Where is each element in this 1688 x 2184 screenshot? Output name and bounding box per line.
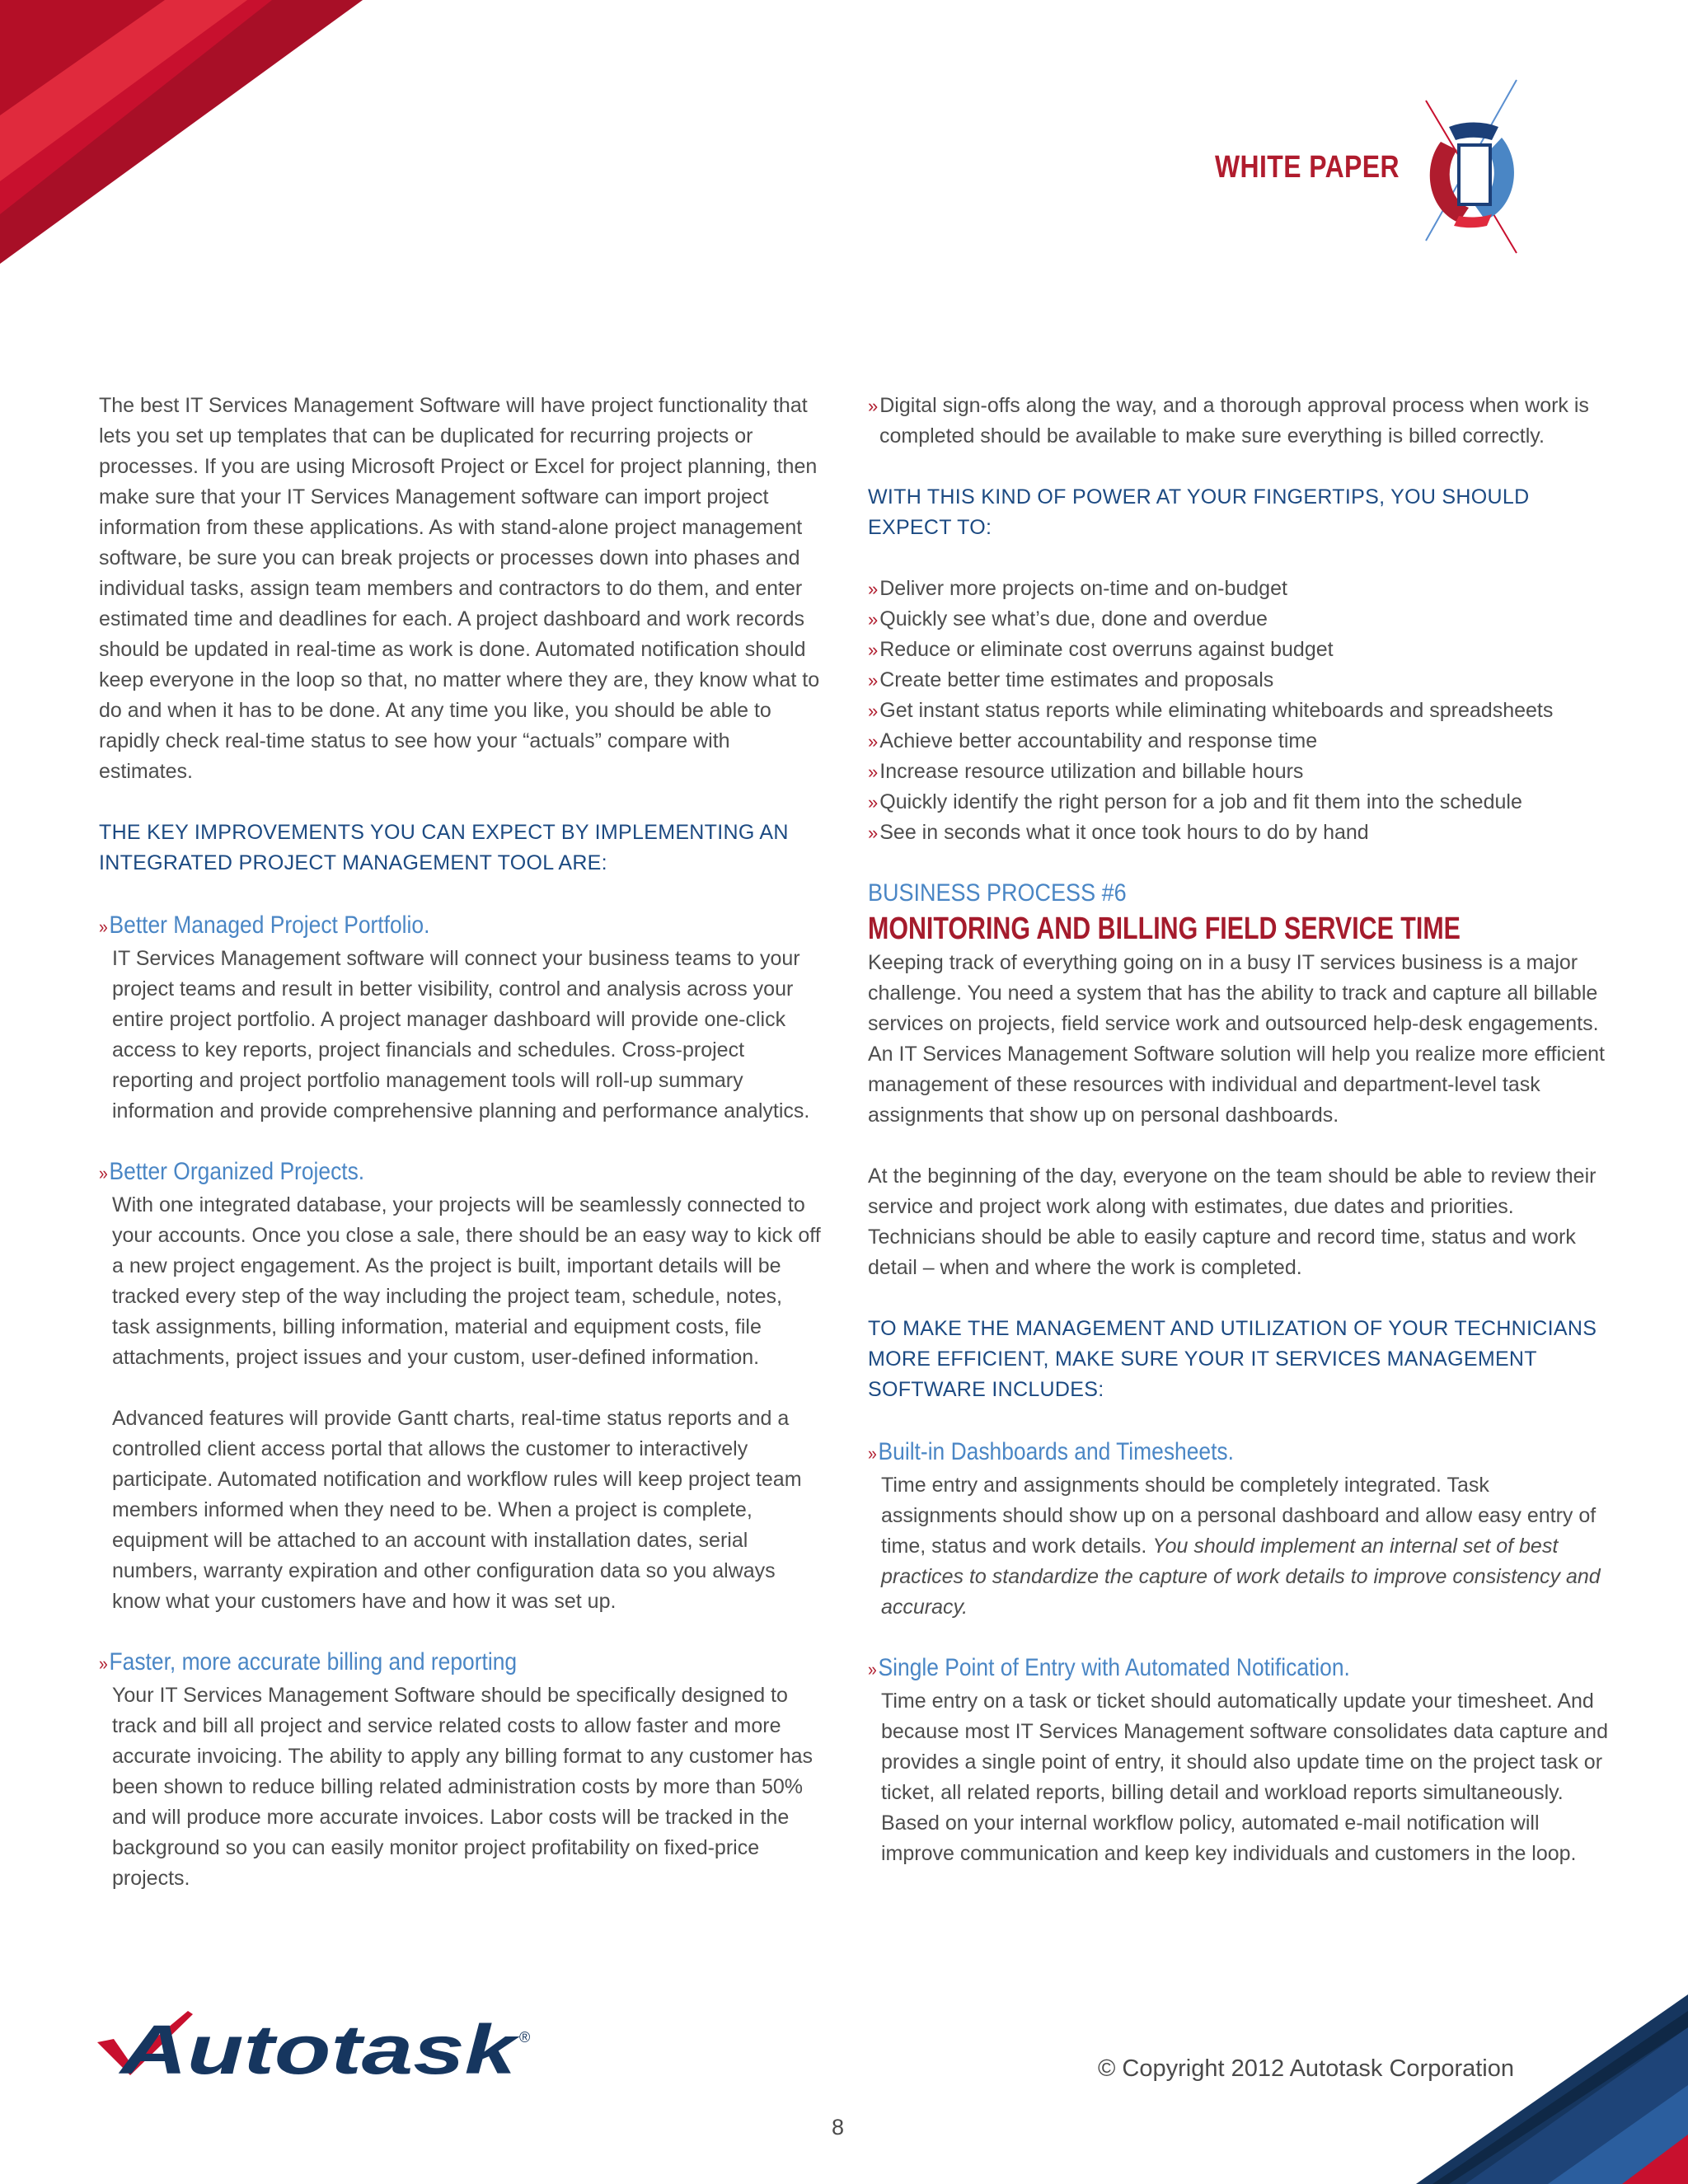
item-body-billing-reporting: Your IT Services Management Software should be specifically designed to track and bill all project and service related costs to allow faster and more accurate invoicing. The ability to apply any billing format to any customer has been shown to reduce billing related administration costs by more than 50% and will produce more accurate invoices. Labor costs will be tracked in the background so you can easily monitor project profitability on fixed-price projects. xyxy=(112,1684,813,1890)
list-item: »Deliver more projects on-time and on-budget xyxy=(868,577,1287,600)
bottom-right-corner-decoration xyxy=(1416,1994,1688,2184)
bullet-chevron-icon: » xyxy=(868,670,879,691)
item-title-single-point-entry: »Single Point of Entry with Automated Notification. xyxy=(868,1654,1350,1681)
right-column xyxy=(868,391,1610,1869)
white-paper-emblem-icon xyxy=(1409,76,1533,257)
bullet-chevron-icon: » xyxy=(868,701,879,721)
item-title-billing-reporting: »Faster, more accurate billing and reporting xyxy=(99,1648,518,1675)
page-number: 8 xyxy=(832,2115,845,2139)
list-item: »Increase resource utilization and billable hours xyxy=(868,760,1304,783)
intro-paragraph: The best IT Services Management Software will have project functionality that lets you set up templates that can be duplicated for recurring projects or processes. If you are using Microsoft Project or Excel for project planning, then make sure that your IT Services Management software can import project information from these applications. As with stand-alone project management software, be sure you can break projects or processes down into phases and individual tasks, assign team members and contractors to do them, and enter estimated time and deadlines for each. A project dashboard and work records should be updated in real-time as work is done. Automated notification should keep everyone in the loop so that, no matter where they are, they know what to do and when it has to be done. At any time you like, you should be able to rapidly check real-time status to see how your “actuals” compare with estimates. xyxy=(99,394,820,783)
item-body-organized-projects-2: Advanced features will provide Gantt charts, real-time status reports and a controlled client access portal that allows the customer to interactively participate. Automated notification and workflow rules will keep project team members informed when they need to be. When a project is complete, equipment will be attached to an account with installation dates, serial numbers, warranty expiration and other configuration data so you always know what your customers have and how it was set up. xyxy=(112,1407,802,1613)
list-item: »See in seconds what it once took hours to do by hand xyxy=(868,821,1369,844)
item-title-project-portfolio: »Better Managed Project Portfolio. xyxy=(99,912,430,939)
field-service-paragraph-2: At the beginning of the day, everyone on the team should be able to review their service and project work along with estimates, due dates and priorities. Technicians should be able to easily capture and record time, status and work detail – when and where the work is completed. xyxy=(868,1165,1597,1279)
left-column xyxy=(99,391,824,1894)
white-paper-label: WHITE PAPER xyxy=(1215,150,1400,185)
section-title: MONITORING AND BILLING FIELD SERVICE TIME xyxy=(868,912,1461,946)
bullet-chevron-icon: » xyxy=(868,1659,877,1680)
bullet-chevron-icon: » xyxy=(868,1443,877,1464)
bullet-chevron-icon: » xyxy=(868,762,879,782)
technicians-heading: TO MAKE THE MANAGEMENT AND UTILIZATION OF YOUR TECHNICIANS MORE EFFICIENT, MAKE SURE YOUR IT SERVICES MANAGEMENT SOFTWARE INCLUDES: xyxy=(868,1317,1597,1401)
list-item: »Create better time estimates and proposals xyxy=(868,668,1274,691)
list-item: »Achieve better accountability and response time xyxy=(868,729,1318,752)
list-item: »Reduce or eliminate cost overruns against budget xyxy=(868,638,1334,661)
list-item: »Get instant status reports while eliminating whiteboards and spreadsheets xyxy=(868,699,1554,722)
autotask-logo xyxy=(97,2009,534,2083)
bullet-chevron-icon: » xyxy=(868,640,879,660)
expect-bullet-list xyxy=(868,574,1610,848)
bullet-chevron-icon: » xyxy=(99,1653,108,1674)
brand-wordmark: Autotask xyxy=(118,2011,521,2083)
item-body-single-point-entry: Time entry on a task or ticket should automatically update your timesheet. And because most IT Services Management software consolidates data capture and provides a single point of entry, it should also update time on the project task or ticket, all related reports, billing detail and workload reports simultaneously. Based on your internal workflow policy, automated e-mail notification will improve communication and keep key individuals and customers in the loop. xyxy=(881,1690,1608,1865)
list-item: »Quickly see what’s due, done and overdue xyxy=(868,607,1268,630)
bullet-chevron-icon: » xyxy=(99,916,108,937)
bullet-chevron-icon: » xyxy=(99,1163,108,1183)
item-body-project-portfolio: IT Services Management software will connect your business teams to your project teams and result in better visibility, control and analysis across your entire project portfolio. A project manager dashboard will provide one-click access to key reports, project financials and schedules. Cross-project reporting and project portfolio management tools will roll-up summary information and provide comprehensive planning and performance analytics. xyxy=(112,947,810,1122)
expect-heading: WITH THIS KIND OF POWER AT YOUR FINGERTIPS, YOU SHOULD EXPECT TO: xyxy=(868,485,1530,539)
item-body-dashboards-timesheets: Time entry and assignments should be completely integrated. Task assignments should show up on a personal dashboard and allow easy entry of time, status and work details. You should implement an internal set of best practices to standardize the capture of work details to improve consistency and accuracy. xyxy=(881,1474,1601,1619)
item-title-organized-projects: »Better Organized Projects. xyxy=(99,1158,365,1185)
key-improvements-heading: THE KEY IMPROVEMENTS YOU CAN EXPECT BY IMPLEMENTING AN INTEGRATED PROJECT MANAGEMENT TOOL ARE: xyxy=(99,821,789,874)
digital-signoff-bullet: »Digital sign-offs along the way, and a thorough approval process when work is completed should be available to make sure everything is billed correctly. xyxy=(868,394,1589,448)
bullet-chevron-icon: » xyxy=(868,731,879,752)
bullet-chevron-icon: » xyxy=(868,823,879,843)
field-service-paragraph-1: Keeping track of everything going on in a busy IT services business is a major challenge. You need a system that has the ability to track and capture all billable services on projects, field service work and outsourced help-desk engagements. An IT Services Management Software solution will help you realize more efficient management of these resources with individual and department-level task assignments that show up on personal dashboards. xyxy=(868,951,1605,1127)
item-body-organized-projects: With one integrated database, your projects will be seamlessly connected to your accounts. Once you close a sale, there should be an easy way to kick off a new project engagement. As the project is built, important details will be tracked every step of the way including the project team, schedule, notes, task assignments, billing information, material and equipment costs, file attachments, project issues and your custom, user-defined information. xyxy=(112,1193,821,1369)
list-item: »Quickly identify the right person for a job and fit them into the schedule xyxy=(868,790,1522,813)
item-title-dashboards-timesheets: »Built-in Dashboards and Timesheets. xyxy=(868,1438,1234,1465)
bullet-chevron-icon: » xyxy=(868,609,879,630)
registered-mark: ® xyxy=(519,2029,531,2046)
bullet-chevron-icon: » xyxy=(868,396,879,416)
section-tag: BUSINESS PROCESS #6 xyxy=(868,879,1127,907)
bullet-chevron-icon: » xyxy=(868,792,879,813)
copyright-text: © Copyright 2012 Autotask Corporation xyxy=(1098,2055,1514,2082)
top-left-corner-decoration xyxy=(0,0,363,264)
bullet-chevron-icon: » xyxy=(868,579,879,599)
